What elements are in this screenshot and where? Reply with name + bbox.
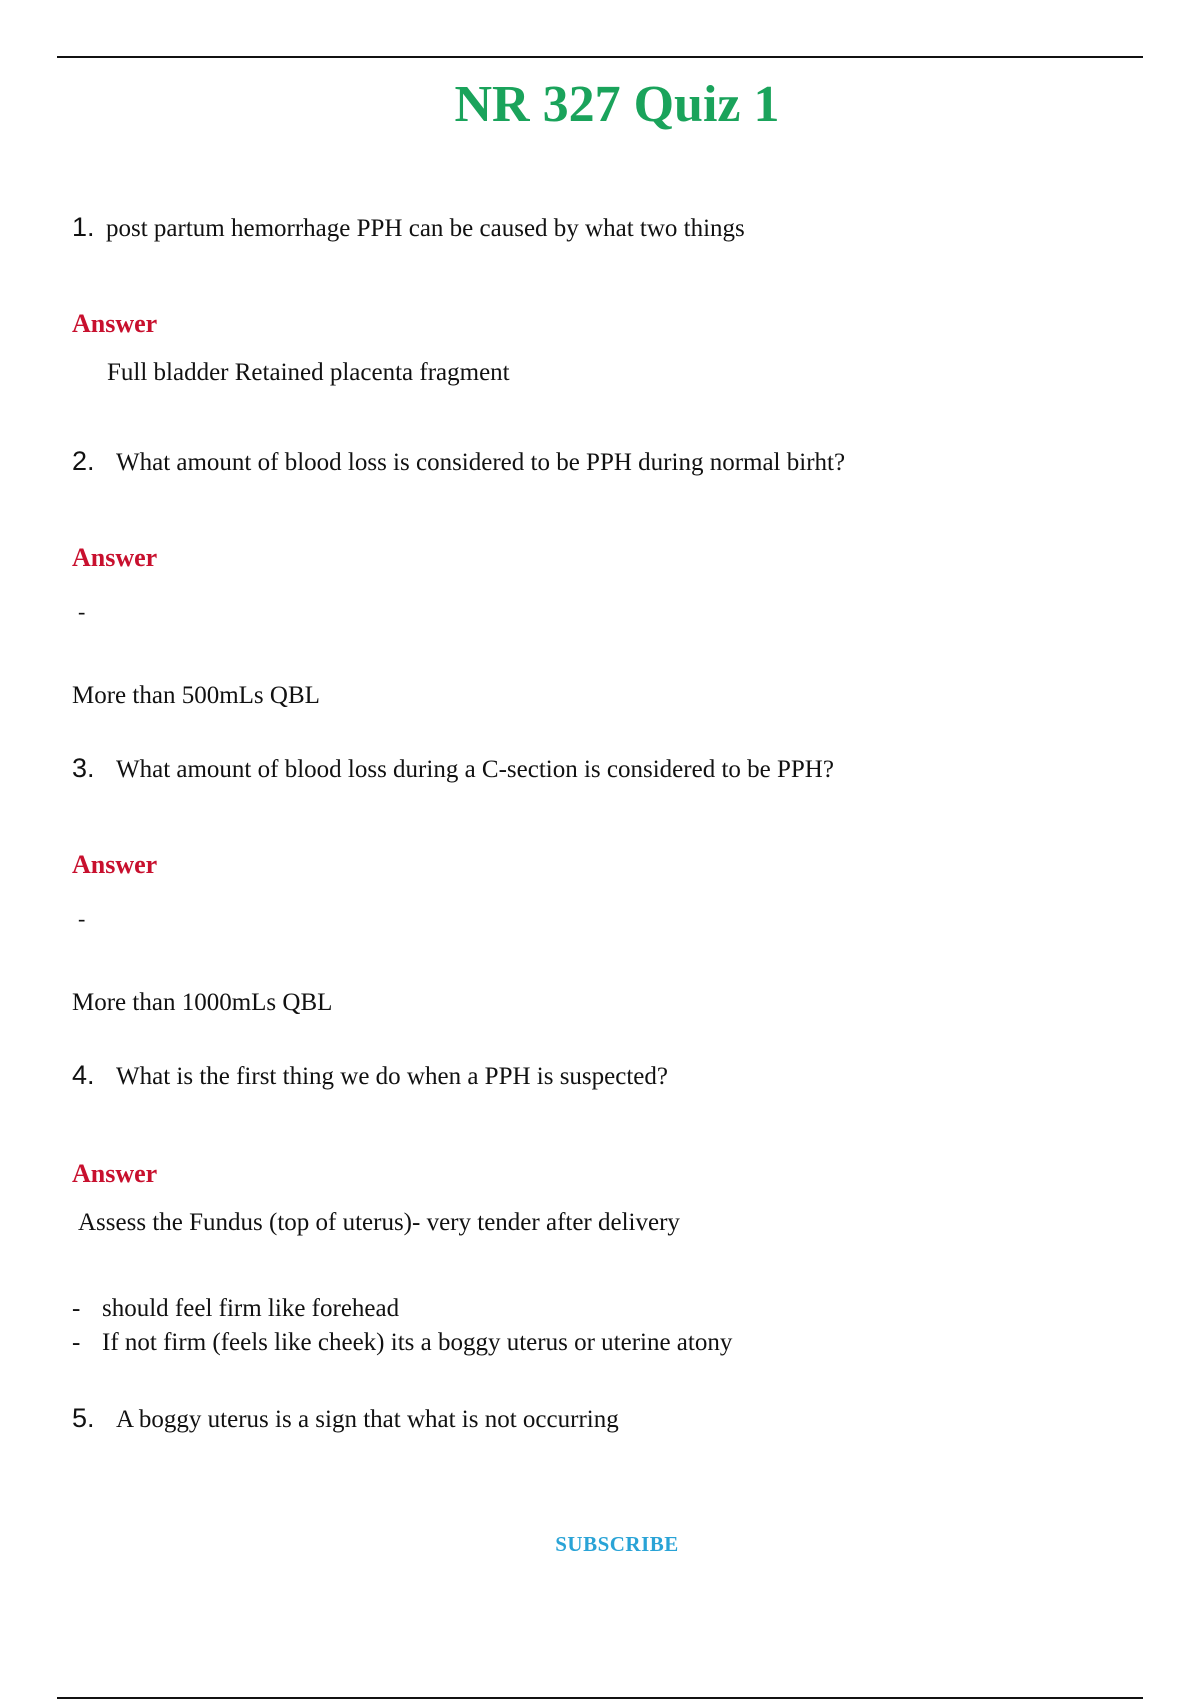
top-rule [57,56,1143,58]
question-text: A boggy uterus is a sign that what is not occurring [116,1406,619,1433]
answer-text: More than 500mLs QBL [72,682,320,709]
subscribe-link[interactable]: SUBSCRIBE [555,1532,679,1556]
question-text: What amount of blood loss is considered to be PPH during normal birht? [116,449,846,476]
answer-bullet [72,1326,732,1360]
question-text: What amount of blood loss during a C-section is considered to be PPH? [116,756,834,783]
bullet-text: should feel firm like forehead [102,1295,400,1322]
bullet-text: If not firm (feels like cheek) its a boggy uterus or uterine atony [102,1329,733,1356]
answer-bullet [72,1292,399,1326]
answer-text: More than 1000mLs QBL [72,989,333,1016]
question-number: 5. [72,1403,95,1433]
question-text: What is the first thing we do when a PPH is suspected? [116,1063,668,1090]
question-5 [72,1401,619,1437]
answer-label: Answer [72,1159,158,1188]
answer-text: Assess the Fundus (top of uterus)- very tender after delivery [78,1209,680,1236]
bottom-rule [57,1697,1143,1699]
question-3 [72,751,834,787]
bullet-marker: - [72,1329,81,1356]
document-title: NR 327 Quiz 1 [454,76,780,133]
question-2 [72,444,845,480]
answer-label: Answer [72,309,158,338]
answer-label: Answer [72,850,158,879]
question-4 [72,1058,668,1094]
answer-dash: - [78,906,86,931]
answer-label: Answer [72,543,158,572]
question-1 [72,210,745,246]
question-number: 1. [72,212,95,242]
question-number: 2. [72,446,95,476]
question-text: post partum hemorrhage PPH can be caused by what two things [106,215,745,242]
question-number: 4. [72,1060,95,1090]
answer-dash: - [78,599,86,624]
bullet-marker: - [72,1295,81,1322]
question-number: 3. [72,753,95,783]
answer-text: Full bladder Retained placenta fragment [107,359,510,386]
